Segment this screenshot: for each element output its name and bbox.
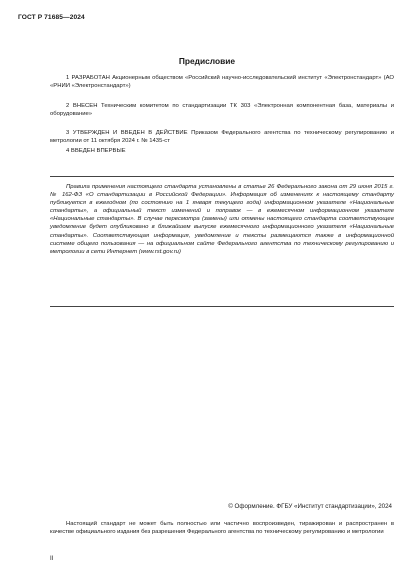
foreword-item-3: 3 УТВЕРЖДЕН И ВВЕДЕН В ДЕЙСТВИЕ Приказом Федерального агентства по техническому регулированию и метрологии от 11 октября 2024 г. № 1435-ст (50, 130, 394, 145)
standard-code-header: ГОСТ Р 71685—2024 (18, 14, 85, 21)
foreword-item-1: 1 РАЗРАБОТАН Акционерным обществом «Российский научно-исследовательский институт «Электронстандарт» (АО «РНИИ «Электронстандарт») (50, 75, 394, 90)
foreword-item-4: 4 ВВЕДЕН ВПЕРВЫЕ (66, 148, 126, 154)
copyright-line: © Оформление. ФГБУ «Институт стандартизации», 2024 (228, 503, 392, 510)
application-rules-text: Правила применения настоящего стандарта установлены в статье 26 Федерального закона от 29 июня 2015 г. № 162-ФЗ «О стандартизации в Российской Федерации». Информация об изменениях к настоящему стандарту публикуется в ежегодном (по состоянию на 1 января текущего года) информационном указателе «Национальные стандарты», а официальный текст изменений и поправок — в ежемесячном информационном указателе «Национальные стандарты». В случае пересмотра (замены) или отмены настоящего стандарта соответствующее уведомление будет опубликовано в ближайшем выпуске ежемесячного информационного указателя «Национальные стандарты». Соответствующая информация, уведомление и тексты размещаются также в информационной системе общего пользования — на официальном сайте Федерального агентства по техническому регулированию и метрологии в сети Интернет (www.rst.gov.ru) (50, 184, 394, 255)
rules-block-bottom-divider (50, 306, 394, 307)
page-number: II (50, 555, 54, 562)
rules-block-top-divider (50, 176, 394, 177)
reproduction-notice: Настоящий стандарт не может быть полностью или частично воспроизведен, тиражирован и распространен в качестве официального издания без разрешения Федерального агентства по техническому регулированию и метрологии (50, 521, 394, 536)
foreword-item-2: 2 ВНЕСЕН Техническим комитетом по стандартизации ТК 303 «Электронная компонентная база, материалы и оборудование» (50, 103, 394, 118)
foreword-title: Предисловие (178, 56, 236, 66)
